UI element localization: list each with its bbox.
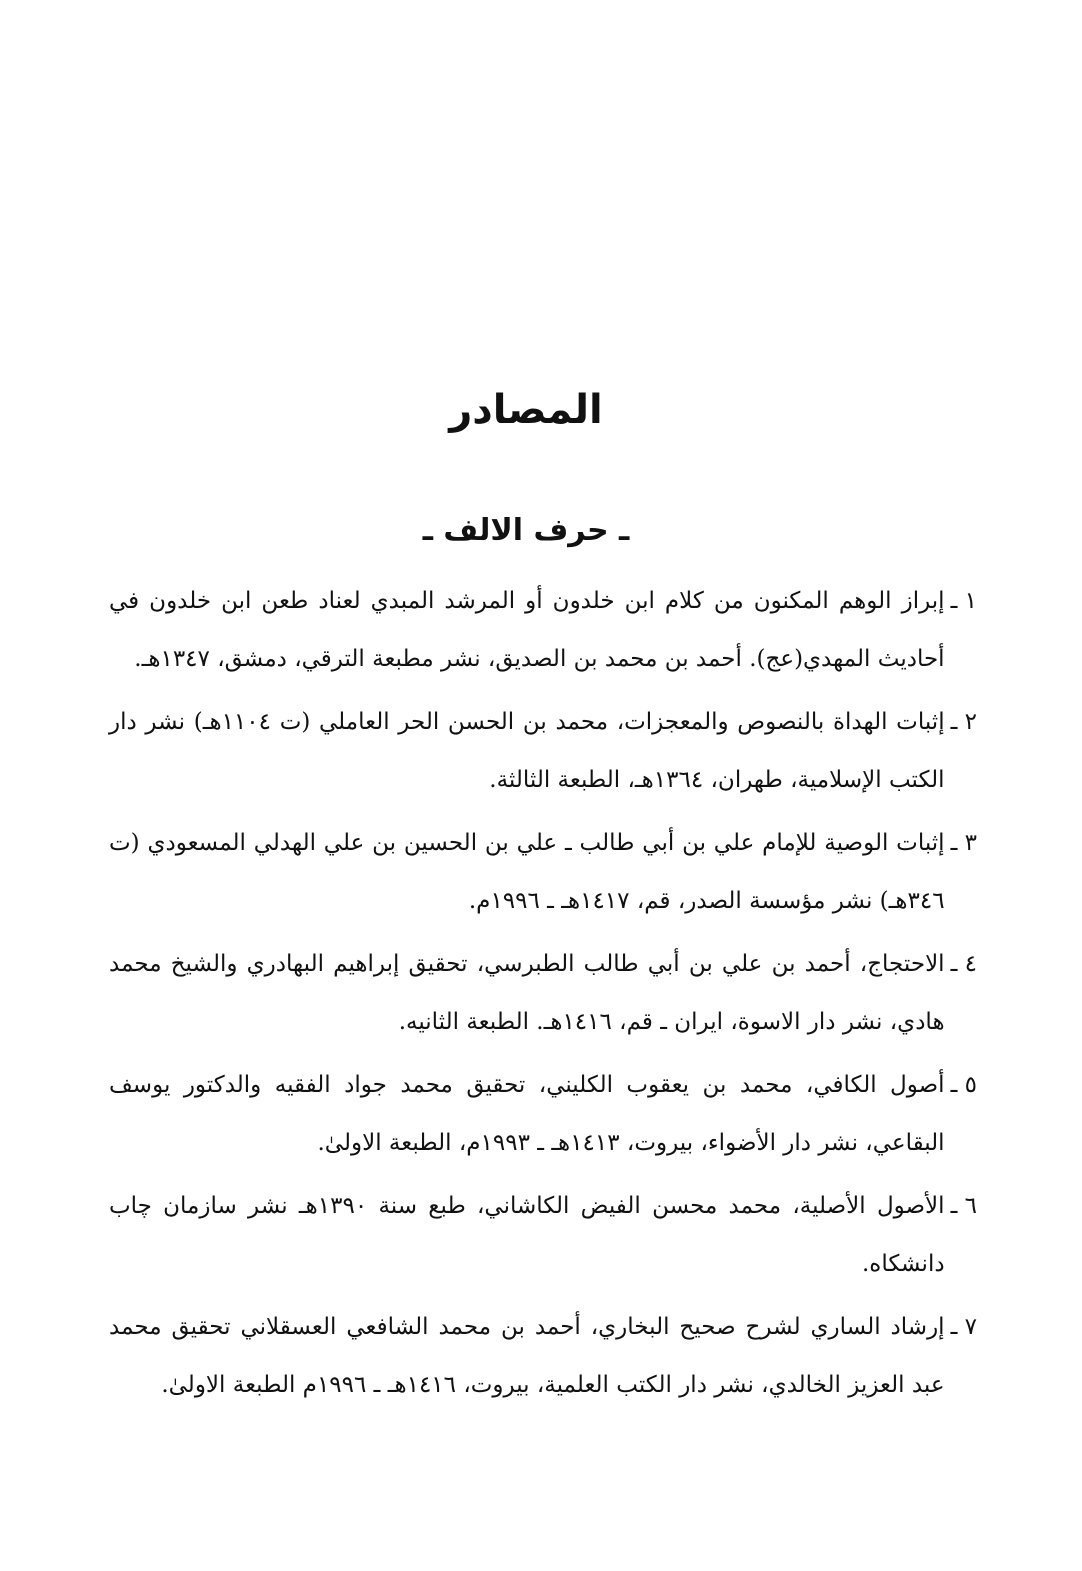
entry-number: ٤ ـ [950,951,977,977]
section-heading: ـ حرف الالف ـ [422,513,630,548]
bibliography-entry [109,1177,977,1293]
entry-text: إثبات الهداة بالنصوص والمعجزات، محمد بن الحسن الحر العاملي (ت ١١٠٤هـ) نشر دار الكتب الإسلامية، طهران، ١٣٦٤هـ، الطبعة الثالثة. [109,709,945,793]
bibliography-list [109,572,977,1419]
bibliography-entry [109,693,977,809]
bibliography-entry [109,572,977,688]
entry-text: أصول الكافي، محمد بن يعقوب الكليني، تحقيق محمد جواد الفقيه والدكتور يوسف البقاعي، نشر دار الأضواء، بيروت، ١٤١٣هـ ـ ١٩٩٣م، الطبعة الاولىٰ. [109,1072,945,1156]
entry-number: ٦ ـ [950,1193,977,1219]
entry-number: ٥ ـ [950,1072,977,1098]
entry-number: ٣ ـ [950,830,977,856]
bibliography-entry [109,1298,977,1414]
entry-text: إثبات الوصية للإمام علي بن أبي طالب ـ علي بن الحسين بن علي الهدلي المسعودي (ت ٣٤٦هـ) نشر مؤسسة الصدر، قم، ١٤١٧هـ ـ ١٩٩٦م. [109,830,945,914]
entry-text: إبراز الوهم المكنون من كلام ابن خلدون أو المرشد المبدي لعناد طعن ابن خلدون في أحاديث المهدي(عج). أحمد بن محمد بن الصديق، نشر مطبعة الترقي، دمشق، ١٣٤٧هـ. [109,588,945,672]
entry-text: الأصول الأصلية، محمد محسن الفيض الكاشاني، طبع سنة ١٣٩٠هـ نشر سازمان چاب دانشكاه. [109,1193,945,1277]
bibliography-entry [109,935,977,1051]
page-title: المصادر [449,387,603,433]
entry-text: الاحتجاج، أحمد بن علي بن أبي طالب الطبرسي، تحقيق إبراهيم البهادري والشيخ محمد هادي، نشر دار الاسوة، ايران ـ قم، ١٤١٦هـ. الطبعة الثانيه. [109,951,945,1035]
entry-text: إرشاد الساري لشرح صحيح البخاري، أحمد بن محمد الشافعي العسقلاني تحقيق محمد عبد العزيز الخالدي، نشر دار الكتب العلمية، بيروت، ١٤١٦هـ ـ ١٩٩٦م الطبعة الاولىٰ. [109,1314,945,1398]
entry-number: ٧ ـ [950,1314,977,1340]
bibliography-entry [109,1056,977,1172]
bibliography-entry [109,814,977,930]
entry-number: ١ ـ [950,588,977,614]
entry-number: ٢ ـ [950,709,977,735]
